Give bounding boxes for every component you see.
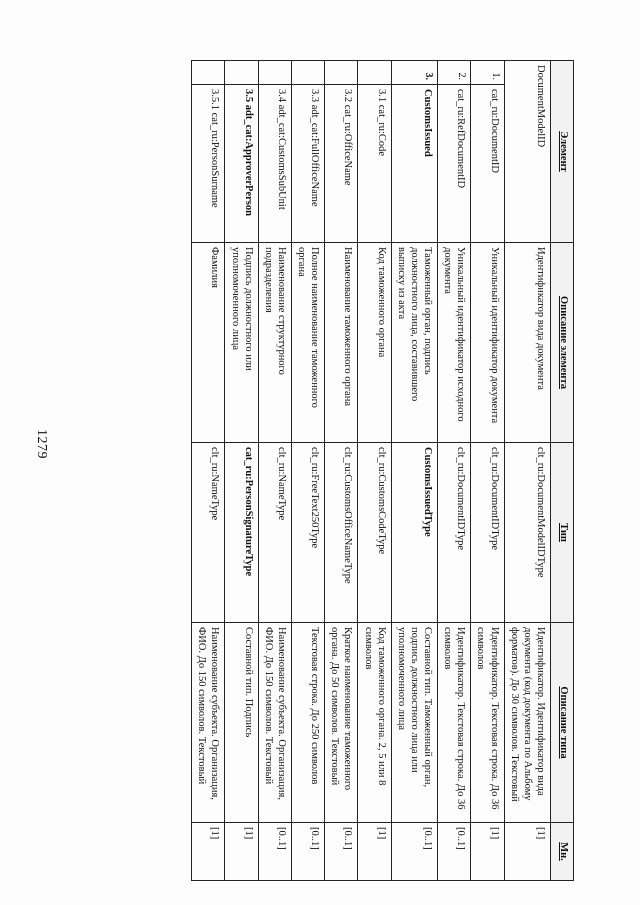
table-row <box>325 61 358 881</box>
cell-element <box>292 85 325 243</box>
cell-number: 2. <box>438 61 471 85</box>
cell-type-description: Наименование субъекта. Организация, ФИО. До 150 символов. Текстовый <box>192 623 225 823</box>
cell-type: clt_ru:NameType <box>258 443 291 623</box>
header-element-description: Описание элемента <box>551 243 574 443</box>
cell-multiplicity: [0..1] <box>391 823 437 881</box>
cell-element <box>258 85 291 243</box>
cell-element: DocumentModelID <box>504 61 550 243</box>
cell-indent <box>192 61 225 85</box>
cell-element-name: cat_ru:PersonSurname <box>209 112 221 208</box>
cell-element: CustomsIssued <box>391 85 437 243</box>
cell-type: clt_ru:NameType <box>192 443 225 623</box>
cell-number: 3. <box>391 61 437 85</box>
cell-type-description: Составной тип. Таможенный орган, подпись должностного лица или уполномоченного лица <box>391 623 437 823</box>
cell-element <box>225 85 258 243</box>
page-number: 1279 <box>34 429 49 459</box>
cell-number-inline: 3.5.1 <box>209 89 221 110</box>
cell-type-description: Идентификатор. Идентификатор вида документа (код документа по Альбому форматов). До 30 символов. Текстовый <box>504 623 550 823</box>
cell-element: cat_ru:RefDocumentID <box>438 85 471 243</box>
cell-element <box>192 85 225 243</box>
cell-type: clt_ru:DocumentIDType <box>471 443 504 623</box>
cell-element-description: Полное наименование таможенного органа <box>292 243 325 443</box>
cell-element-description: Наименование таможенного органа <box>325 243 358 443</box>
cell-type-description: Идентификатор. Текстовая строка. До 36 символов <box>471 623 504 823</box>
table-row <box>504 61 550 881</box>
cell-element-description: Фамилия <box>192 243 225 443</box>
table-row <box>358 61 391 881</box>
header-multiplicity: Мн. <box>551 823 574 881</box>
cell-multiplicity: [0..1] <box>258 823 291 881</box>
cell-multiplicity: [0..1] <box>325 823 358 881</box>
cell-type-description: Текстовая строка. До 250 символов <box>292 623 325 823</box>
cell-element-name: adt_cat:FullOfficeName <box>309 104 321 207</box>
rotated-table-container <box>74 60 574 880</box>
cell-number-inline: 3.1 <box>375 89 387 103</box>
cell-multiplicity: [1] <box>225 823 258 881</box>
cell-element-description: Уникальный идентификатор исходного документа <box>438 243 471 443</box>
cell-element <box>325 85 358 243</box>
header-type-description: Описание типа <box>551 623 574 823</box>
specification-table <box>191 60 574 881</box>
cell-type: clt_ru:DocumentModelIDType <box>504 443 550 623</box>
cell-element: cat_ru:DocumentID <box>471 85 504 243</box>
cell-element-description: Уникальный идентификатор документа <box>471 243 504 443</box>
table-row <box>391 61 437 881</box>
cell-multiplicity: [1] <box>358 823 391 881</box>
table-row <box>471 61 504 881</box>
cell-type: cat_ru:PersonSignatureType <box>225 443 258 623</box>
cell-multiplicity: [0..1] <box>292 823 325 881</box>
header-type: Тип <box>551 443 574 623</box>
table-row <box>225 61 258 881</box>
cell-type: clt_ru:DocumentIDType <box>438 443 471 623</box>
cell-element-description: Код таможенного органа <box>358 243 391 443</box>
cell-element-description: Подпись должностного или уполномоченного лица <box>225 243 258 443</box>
cell-element <box>358 85 391 243</box>
cell-element-name: adt_cat:CustomsSubUnit <box>276 104 287 210</box>
cell-indent <box>325 61 358 85</box>
cell-type-description: Наименование субъекта. Организация, ФИО. До 150 символов. Текстовый <box>258 623 291 823</box>
cell-multiplicity: [1] <box>504 823 550 881</box>
cell-indent <box>225 61 258 85</box>
cell-type: CustomsIssuedType <box>391 443 437 623</box>
cell-multiplicity: [0..1] <box>438 823 471 881</box>
table-row <box>292 61 325 881</box>
cell-number-inline: 3.4 <box>276 89 287 103</box>
table-header-row <box>551 61 574 881</box>
cell-number-inline: 3.5 <box>242 89 254 103</box>
cell-multiplicity: [1] <box>471 823 504 881</box>
table-row <box>192 61 225 881</box>
cell-indent <box>358 61 391 85</box>
cell-indent <box>258 61 291 85</box>
cell-type: clt_ru:FreeText250Type <box>292 443 325 623</box>
cell-type: clt_ru:CustomsOfficeNameType <box>325 443 358 623</box>
cell-element-description: Наименование структурного подразделения <box>258 243 291 443</box>
cell-type-description: Идентификатор. Текстовая строка. До 36 символов <box>438 623 471 823</box>
cell-element-description: Идентификатор вида документа <box>504 243 550 443</box>
cell-element-name: cat_ru:OfficeName <box>342 104 354 186</box>
cell-element-name: adt_cat:ApproverPerson <box>242 104 254 216</box>
cell-multiplicity: [1] <box>192 823 225 881</box>
header-element: Элемент <box>551 61 574 243</box>
cell-type-description: Код таможенного органа. 2, 5 или 8 символов <box>358 623 391 823</box>
cell-number-inline: 3.3 <box>309 89 321 103</box>
cell-indent <box>292 61 325 85</box>
cell-element-name: cat_ru:Code <box>375 104 387 157</box>
cell-type-description: Краткое наименование таможенного органа. До 50 символов. Текстовый <box>325 623 358 823</box>
cell-number-inline: 3.2 <box>342 89 354 103</box>
table-row <box>258 61 291 881</box>
cell-number: 1. <box>471 61 504 85</box>
table-row <box>438 61 471 881</box>
cell-type-description: Составной тип. Подпись <box>225 623 258 823</box>
cell-type: clt_ru:CustomsCodeType <box>358 443 391 623</box>
cell-element-description: Таможенный орган, подпись должностного лица, составившего выписку из акта <box>391 243 437 443</box>
